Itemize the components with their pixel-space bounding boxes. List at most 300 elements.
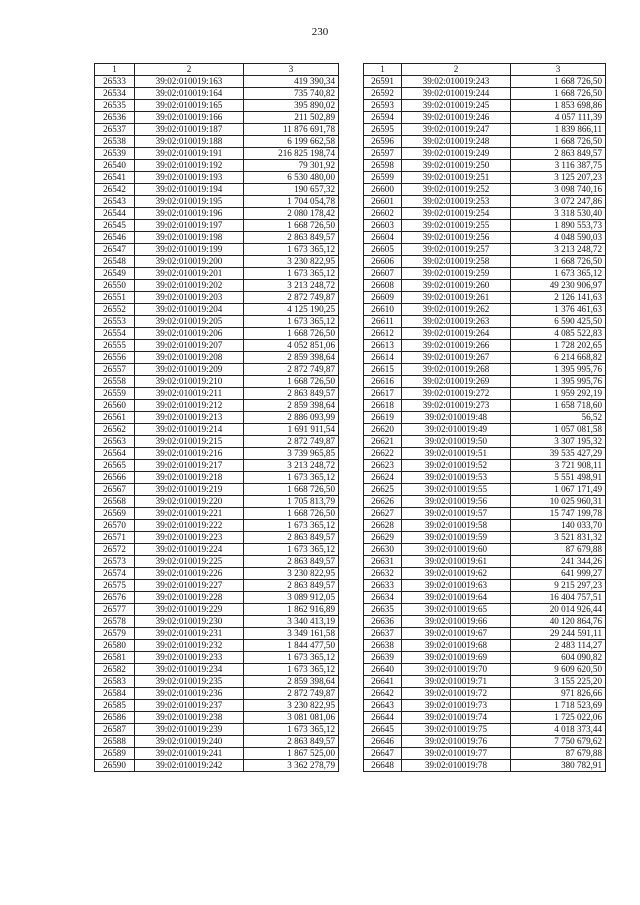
row-number: 26624 — [364, 472, 402, 484]
table-row — [95, 244, 339, 256]
cadastral-value: 39 535 427,29 — [511, 448, 606, 460]
cadastral-number: 39:02:010019:256 — [402, 232, 511, 244]
column-header: 1 — [364, 64, 402, 76]
cadastral-value: 3 340 413,19 — [244, 616, 339, 628]
row-number: 26646 — [364, 736, 402, 748]
cadastral-number: 39:02:010019:227 — [135, 580, 244, 592]
table-row — [364, 184, 606, 196]
cadastral-number: 39:02:010019:76 — [402, 736, 511, 748]
cadastral-value: 3 230 822,95 — [244, 256, 339, 268]
row-number: 26640 — [364, 664, 402, 676]
table-row — [95, 640, 339, 652]
table-row — [95, 124, 339, 136]
cadastral-number: 39:02:010019:202 — [135, 280, 244, 292]
cadastral-value: 1 668 726,50 — [511, 136, 606, 148]
cadastral-number: 39:02:010019:272 — [402, 388, 511, 400]
table-row — [95, 424, 339, 436]
row-number: 26574 — [95, 568, 135, 580]
cadastral-table-right — [363, 63, 606, 772]
table-row — [95, 136, 339, 148]
table-row — [95, 208, 339, 220]
table-row — [364, 424, 606, 436]
table-row — [364, 328, 606, 340]
cadastral-number: 39:02:010019:249 — [402, 148, 511, 160]
cadastral-value: 2 483 114,27 — [511, 640, 606, 652]
row-number: 26543 — [95, 196, 135, 208]
cadastral-number: 39:02:010019:78 — [402, 760, 511, 772]
cadastral-number: 39:02:010019:60 — [402, 544, 511, 556]
cadastral-number: 39:02:010019:166 — [135, 112, 244, 124]
cadastral-number: 39:02:010019:255 — [402, 220, 511, 232]
cadastral-value: 9 215 297,23 — [511, 580, 606, 592]
cadastral-value: 40 120 864,76 — [511, 616, 606, 628]
cadastral-number: 39:02:010019:196 — [135, 208, 244, 220]
row-number: 26596 — [364, 136, 402, 148]
cadastral-value: 3 721 908,11 — [511, 460, 606, 472]
column-header: 3 — [244, 64, 339, 76]
table-row — [364, 364, 606, 376]
column-header: 1 — [95, 64, 135, 76]
row-number: 26600 — [364, 184, 402, 196]
cadastral-number: 39:02:010019:68 — [402, 640, 511, 652]
row-number: 26585 — [95, 700, 135, 712]
row-number: 26553 — [95, 316, 135, 328]
cadastral-number: 39:02:010019:248 — [402, 136, 511, 148]
table-row — [364, 460, 606, 472]
cadastral-value: 1 673 365,12 — [244, 244, 339, 256]
cadastral-value: 6 199 662,58 — [244, 136, 339, 148]
row-number: 26636 — [364, 616, 402, 628]
cadastral-number: 39:02:010019:219 — [135, 484, 244, 496]
cadastral-number: 39:02:010019:237 — [135, 700, 244, 712]
table-row — [95, 76, 339, 88]
row-number: 26557 — [95, 364, 135, 376]
table-row — [364, 472, 606, 484]
row-number: 26630 — [364, 544, 402, 556]
table-row — [364, 640, 606, 652]
cadastral-value: 1 673 365,12 — [244, 724, 339, 736]
table-row — [95, 712, 339, 724]
table-row — [95, 580, 339, 592]
cadastral-value: 6 590 425,50 — [511, 316, 606, 328]
table-row — [95, 88, 339, 100]
table-row — [95, 316, 339, 328]
row-number: 26573 — [95, 556, 135, 568]
row-number: 26554 — [95, 328, 135, 340]
row-number: 26642 — [364, 688, 402, 700]
table-row — [364, 100, 606, 112]
cadastral-value: 1 376 461,63 — [511, 304, 606, 316]
cadastral-value: 3 213 248,72 — [511, 244, 606, 256]
row-number: 26593 — [364, 100, 402, 112]
cadastral-value: 3 521 831,32 — [511, 532, 606, 544]
cadastral-number: 39:02:010019:240 — [135, 736, 244, 748]
row-number: 26623 — [364, 460, 402, 472]
row-number: 26582 — [95, 664, 135, 676]
table-row — [95, 436, 339, 448]
table-row — [95, 100, 339, 112]
column-header: 3 — [511, 64, 606, 76]
cadastral-number: 39:02:010019:72 — [402, 688, 511, 700]
cadastral-value: 1 853 698,86 — [511, 100, 606, 112]
row-number: 26633 — [364, 580, 402, 592]
row-number: 26568 — [95, 496, 135, 508]
row-number: 26608 — [364, 280, 402, 292]
cadastral-number: 39:02:010019:218 — [135, 472, 244, 484]
table-row — [95, 748, 339, 760]
row-number: 26584 — [95, 688, 135, 700]
cadastral-value: 56,52 — [511, 412, 606, 424]
cadastral-value: 2 886 093,99 — [244, 412, 339, 424]
cadastral-value: 2 863 849,57 — [244, 580, 339, 592]
cadastral-number: 39:02:010019:56 — [402, 496, 511, 508]
table-row — [364, 220, 606, 232]
cadastral-number: 39:02:010019:232 — [135, 640, 244, 652]
cadastral-number: 39:02:010019:70 — [402, 664, 511, 676]
table-row — [95, 664, 339, 676]
table-row — [95, 700, 339, 712]
cadastral-number: 39:02:010019:258 — [402, 256, 511, 268]
cadastral-number: 39:02:010019:269 — [402, 376, 511, 388]
table-row — [95, 472, 339, 484]
table-row — [364, 448, 606, 460]
cadastral-value: 1 673 365,12 — [244, 520, 339, 532]
row-number: 26571 — [95, 532, 135, 544]
row-number: 26634 — [364, 592, 402, 604]
cadastral-value: 3 739 965,85 — [244, 448, 339, 460]
table-row — [364, 112, 606, 124]
row-number: 26561 — [95, 412, 135, 424]
row-number: 26537 — [95, 124, 135, 136]
row-number: 26540 — [95, 160, 135, 172]
cadastral-value: 2 863 849,57 — [244, 232, 339, 244]
cadastral-value: 1 691 911,54 — [244, 424, 339, 436]
table-row — [95, 364, 339, 376]
cadastral-value: 4 085 522,83 — [511, 328, 606, 340]
row-number: 26647 — [364, 748, 402, 760]
cadastral-value: 3 081 081,06 — [244, 712, 339, 724]
cadastral-number: 39:02:010019:61 — [402, 556, 511, 568]
row-number: 26572 — [95, 544, 135, 556]
cadastral-value: 1 890 553,73 — [511, 220, 606, 232]
cadastral-value: 2 863 849,57 — [244, 556, 339, 568]
cadastral-number: 39:02:010019:191 — [135, 148, 244, 160]
row-number: 26555 — [95, 340, 135, 352]
cadastral-value: 2 863 849,57 — [244, 736, 339, 748]
cadastral-number: 39:02:010019:213 — [135, 412, 244, 424]
table-row — [364, 724, 606, 736]
table-row — [364, 280, 606, 292]
table-row — [95, 160, 339, 172]
table-row — [364, 436, 606, 448]
table-row — [364, 400, 606, 412]
cadastral-number: 39:02:010019:62 — [402, 568, 511, 580]
row-number: 26549 — [95, 268, 135, 280]
cadastral-number: 39:02:010019:201 — [135, 268, 244, 280]
cadastral-number: 39:02:010019:253 — [402, 196, 511, 208]
row-number: 26622 — [364, 448, 402, 460]
row-number: 26635 — [364, 604, 402, 616]
cadastral-number: 39:02:010019:205 — [135, 316, 244, 328]
cadastral-number: 39:02:010019:198 — [135, 232, 244, 244]
table-row — [364, 604, 606, 616]
cadastral-value: 20 014 926,44 — [511, 604, 606, 616]
cadastral-value: 7 750 679,62 — [511, 736, 606, 748]
row-number: 26612 — [364, 328, 402, 340]
row-number: 26580 — [95, 640, 135, 652]
cadastral-value: 419 390,34 — [244, 76, 339, 88]
row-number: 26611 — [364, 316, 402, 328]
cadastral-value: 3 349 161,58 — [244, 628, 339, 640]
table-row — [95, 172, 339, 184]
cadastral-number: 39:02:010019:243 — [402, 76, 511, 88]
cadastral-value: 2 863 849,57 — [244, 532, 339, 544]
cadastral-number: 39:02:010019:266 — [402, 340, 511, 352]
cadastral-value: 1 668 726,50 — [511, 76, 606, 88]
table-row — [95, 484, 339, 496]
cadastral-number: 39:02:010019:66 — [402, 616, 511, 628]
cadastral-value: 6 214 668,82 — [511, 352, 606, 364]
cadastral-number: 39:02:010019:234 — [135, 664, 244, 676]
row-number: 26631 — [364, 556, 402, 568]
row-number: 26546 — [95, 232, 135, 244]
row-number: 26570 — [95, 520, 135, 532]
cadastral-value: 11 876 691,78 — [244, 124, 339, 136]
cadastral-value: 5 551 498,91 — [511, 472, 606, 484]
row-number: 26589 — [95, 748, 135, 760]
cadastral-value: 1 668 726,50 — [511, 256, 606, 268]
cadastral-value: 380 782,91 — [511, 760, 606, 772]
row-number: 26627 — [364, 508, 402, 520]
row-number: 26550 — [95, 280, 135, 292]
cadastral-value: 211 502,89 — [244, 112, 339, 124]
cadastral-value: 2 863 849,57 — [244, 388, 339, 400]
table-row — [95, 232, 339, 244]
row-number: 26544 — [95, 208, 135, 220]
row-number: 26645 — [364, 724, 402, 736]
cadastral-number: 39:02:010019:165 — [135, 100, 244, 112]
cadastral-value: 1 673 365,12 — [244, 664, 339, 676]
cadastral-value: 1 668 726,50 — [244, 484, 339, 496]
cadastral-value: 1 705 813,79 — [244, 496, 339, 508]
row-number: 26564 — [95, 448, 135, 460]
row-number: 26606 — [364, 256, 402, 268]
cadastral-value: 735 740,82 — [244, 88, 339, 100]
row-number: 26590 — [95, 760, 135, 772]
row-number: 26566 — [95, 472, 135, 484]
cadastral-number: 39:02:010019:67 — [402, 628, 511, 640]
table-row — [95, 556, 339, 568]
table-row — [95, 196, 339, 208]
row-number: 26542 — [95, 184, 135, 196]
table-row — [95, 592, 339, 604]
table-row — [95, 760, 339, 772]
row-number: 26594 — [364, 112, 402, 124]
row-number: 26536 — [95, 112, 135, 124]
row-number: 26598 — [364, 160, 402, 172]
row-number: 26569 — [95, 508, 135, 520]
row-number: 26607 — [364, 268, 402, 280]
row-number: 26533 — [95, 76, 135, 88]
table-row — [364, 172, 606, 184]
table-row — [364, 232, 606, 244]
cadastral-value: 4 125 190,25 — [244, 304, 339, 316]
row-number: 26539 — [95, 148, 135, 160]
table-row — [95, 688, 339, 700]
table-row — [95, 604, 339, 616]
table-row — [95, 376, 339, 388]
row-number: 26621 — [364, 436, 402, 448]
cadastral-value: 1 673 365,12 — [511, 268, 606, 280]
table-row — [364, 388, 606, 400]
table-header-row — [95, 64, 339, 76]
cadastral-number: 39:02:010019:53 — [402, 472, 511, 484]
cadastral-value: 395 890,02 — [244, 100, 339, 112]
cadastral-value: 216 825 198,74 — [244, 148, 339, 160]
cadastral-number: 39:02:010019:257 — [402, 244, 511, 256]
table-row — [364, 520, 606, 532]
table-row — [364, 268, 606, 280]
table-row — [364, 196, 606, 208]
table-row — [364, 304, 606, 316]
cadastral-value: 1 668 726,50 — [244, 220, 339, 232]
table-row — [364, 700, 606, 712]
table-row — [95, 412, 339, 424]
row-number: 26604 — [364, 232, 402, 244]
table-row — [364, 748, 606, 760]
table-row — [364, 340, 606, 352]
cadastral-value: 4 057 111,39 — [511, 112, 606, 124]
row-number: 26602 — [364, 208, 402, 220]
row-number: 26591 — [364, 76, 402, 88]
table-row — [364, 568, 606, 580]
row-number: 26641 — [364, 676, 402, 688]
cadastral-value: 1 704 054,78 — [244, 196, 339, 208]
cadastral-number: 39:02:010019:65 — [402, 604, 511, 616]
cadastral-number: 39:02:010019:48 — [402, 412, 511, 424]
cadastral-number: 39:02:010019:251 — [402, 172, 511, 184]
table-row — [95, 568, 339, 580]
table-row — [364, 352, 606, 364]
cadastral-number: 39:02:010019:188 — [135, 136, 244, 148]
row-number: 26618 — [364, 400, 402, 412]
cadastral-value: 3 318 530,40 — [511, 208, 606, 220]
cadastral-value: 2 872 749,87 — [244, 292, 339, 304]
cadastral-value: 2 080 178,42 — [244, 208, 339, 220]
cadastral-number: 39:02:010019:216 — [135, 448, 244, 460]
row-number: 26547 — [95, 244, 135, 256]
row-number: 26548 — [95, 256, 135, 268]
table-row — [364, 256, 606, 268]
cadastral-number: 39:02:010019:261 — [402, 292, 511, 304]
cadastral-number: 39:02:010019:262 — [402, 304, 511, 316]
row-number: 26599 — [364, 172, 402, 184]
cadastral-value: 1 673 365,12 — [244, 472, 339, 484]
cadastral-value: 1 867 525,00 — [244, 748, 339, 760]
table-row — [95, 508, 339, 520]
row-number: 26643 — [364, 700, 402, 712]
row-number: 26626 — [364, 496, 402, 508]
cadastral-number: 39:02:010019:63 — [402, 580, 511, 592]
cadastral-value: 1 673 365,12 — [244, 544, 339, 556]
row-number: 26605 — [364, 244, 402, 256]
cadastral-number: 39:02:010019:59 — [402, 532, 511, 544]
row-number: 26577 — [95, 604, 135, 616]
cadastral-value: 3 230 822,95 — [244, 568, 339, 580]
table-row — [95, 220, 339, 232]
cadastral-number: 39:02:010019:211 — [135, 388, 244, 400]
cadastral-number: 39:02:010019:215 — [135, 436, 244, 448]
row-number: 26616 — [364, 376, 402, 388]
table-row — [95, 520, 339, 532]
cadastral-number: 39:02:010019:74 — [402, 712, 511, 724]
cadastral-number: 39:02:010019:260 — [402, 280, 511, 292]
table-row — [95, 268, 339, 280]
row-number: 26576 — [95, 592, 135, 604]
cadastral-number: 39:02:010019:217 — [135, 460, 244, 472]
row-number: 26620 — [364, 424, 402, 436]
row-number: 26609 — [364, 292, 402, 304]
cadastral-number: 39:02:010019:252 — [402, 184, 511, 196]
cadastral-value: 3 213 248,72 — [244, 280, 339, 292]
cadastral-value: 2 872 749,87 — [244, 688, 339, 700]
row-number: 26603 — [364, 220, 402, 232]
cadastral-number: 39:02:010019:204 — [135, 304, 244, 316]
row-number: 26565 — [95, 460, 135, 472]
cadastral-value: 2 859 398,64 — [244, 400, 339, 412]
cadastral-value: 1 057 081,58 — [511, 424, 606, 436]
table-row — [364, 292, 606, 304]
cadastral-value: 1 395 995,76 — [511, 364, 606, 376]
cadastral-number: 39:02:010019:273 — [402, 400, 511, 412]
cadastral-number: 39:02:010019:51 — [402, 448, 511, 460]
cadastral-value: 3 213 248,72 — [244, 460, 339, 472]
table-row — [364, 148, 606, 160]
row-number: 26629 — [364, 532, 402, 544]
row-number: 26586 — [95, 712, 135, 724]
cadastral-number: 39:02:010019:57 — [402, 508, 511, 520]
table-row — [364, 208, 606, 220]
cadastral-value: 1 959 292,19 — [511, 388, 606, 400]
cadastral-number: 39:02:010019:221 — [135, 508, 244, 520]
cadastral-number: 39:02:010019:49 — [402, 424, 511, 436]
cadastral-number: 39:02:010019:210 — [135, 376, 244, 388]
table-row — [364, 688, 606, 700]
cadastral-number: 39:02:010019:268 — [402, 364, 511, 376]
table-row — [364, 160, 606, 172]
cadastral-value: 3 089 912,05 — [244, 592, 339, 604]
cadastral-number: 39:02:010019:226 — [135, 568, 244, 580]
row-number: 26535 — [95, 100, 135, 112]
cadastral-value: 1 673 365,12 — [244, 316, 339, 328]
cadastral-value: 1 673 365,12 — [244, 268, 339, 280]
cadastral-value: 3 230 822,95 — [244, 700, 339, 712]
cadastral-number: 39:02:010019:263 — [402, 316, 511, 328]
table-row — [95, 460, 339, 472]
cadastral-value: 15 747 199,78 — [511, 508, 606, 520]
table-row — [95, 544, 339, 556]
cadastral-number: 39:02:010019:214 — [135, 424, 244, 436]
cadastral-number: 39:02:010019:208 — [135, 352, 244, 364]
table-row — [364, 544, 606, 556]
table-row — [364, 616, 606, 628]
table-row — [364, 580, 606, 592]
table-row — [364, 316, 606, 328]
cadastral-value: 2 863 849,57 — [511, 148, 606, 160]
row-number: 26538 — [95, 136, 135, 148]
cadastral-number: 39:02:010019:244 — [402, 88, 511, 100]
cadastral-value: 1 668 726,50 — [244, 328, 339, 340]
